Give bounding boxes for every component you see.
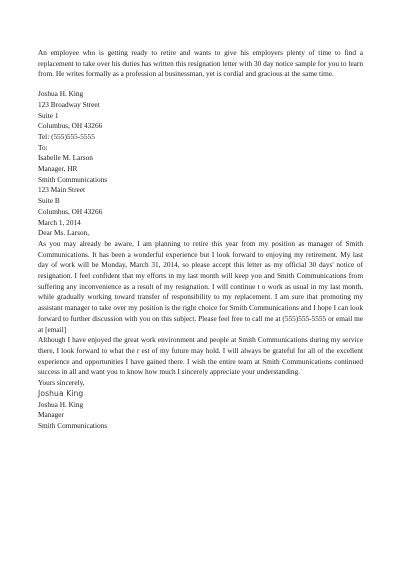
recipient-suite: Suite B <box>38 196 60 206</box>
recipient-street: 123 Main Street <box>38 185 86 195</box>
sender-suite: Suite 1 <box>38 110 59 120</box>
recipient-title: Manager, HR <box>38 164 78 174</box>
sender-city: Columbus, OH 43266 <box>38 121 103 131</box>
sender-block <box>38 89 363 143</box>
recipient-city: Columbus, OH 43266 <box>38 206 103 216</box>
salutation: Dear Ms. Larson, <box>38 228 90 238</box>
sender-tel: Tel: (555)555-5555 <box>38 131 95 141</box>
recipient-block <box>38 153 363 217</box>
intro-paragraph: An employee who is getting ready to retire and wants to give his employers plenty of time to find a replacement to take over his duties has written this resignation letter with 30 day notice sample for you to learn from. He writes formally as a profession al businessman, yet is cordial and gracious at the same time. <box>38 48 363 79</box>
body-paragraph-1: As you may already be aware, I am planning to retire this year from my position as manager of Smith Communications. It has been a wonderful experience but I look forward to enjoying my retirement. My last day of work will be Monday, March 31, 2014, so please accept this letter as my official 30 days' notice of resignation. I feel confident that my efforts in my last month will keep you and Smith Communications from suffering any inconvenience as a result of my resignation. I will continue t o work as usual in my last month, while gradually working toward transfer of responsibility to my replacement. I am sure that promoting my assistant manager to take over my position is the right choice for Smith Communications and I hope I can look forward to further discussion with you on this subject. Please feel free to call me at (555)555-5555 or email me at [email] <box>38 238 363 334</box>
recipient-name: Isabelle M. Larson <box>38 153 93 163</box>
signoff-company: Smith Communications <box>38 420 108 430</box>
signoff-title: Manager <box>38 410 64 420</box>
body-paragraph-2: Although I have enjoyed the great work environment and people at Smith Communications during my service there, I look forward to what the r est of my future may hold. I will always be grateful for all of the excellent experience and opportunities I have gained there. I wish the entire team at Smith Communications continued success in all and want you to know how much I sincerely appreciate your understanding. <box>38 335 363 377</box>
signoff-name: Joshua H. King <box>38 399 84 409</box>
letter-date: March 1, 2014 <box>38 217 81 227</box>
sender-name: Joshua H. King <box>38 89 84 99</box>
signoff-block <box>38 400 363 432</box>
recipient-company: Smith Communications <box>38 174 108 184</box>
signature: Joshua King <box>38 388 84 398</box>
letter-page <box>38 48 363 432</box>
to-label: To: <box>38 142 48 152</box>
closing: Yours sincerely, <box>38 378 85 388</box>
sender-street: 123 Broadway Street <box>38 99 100 109</box>
